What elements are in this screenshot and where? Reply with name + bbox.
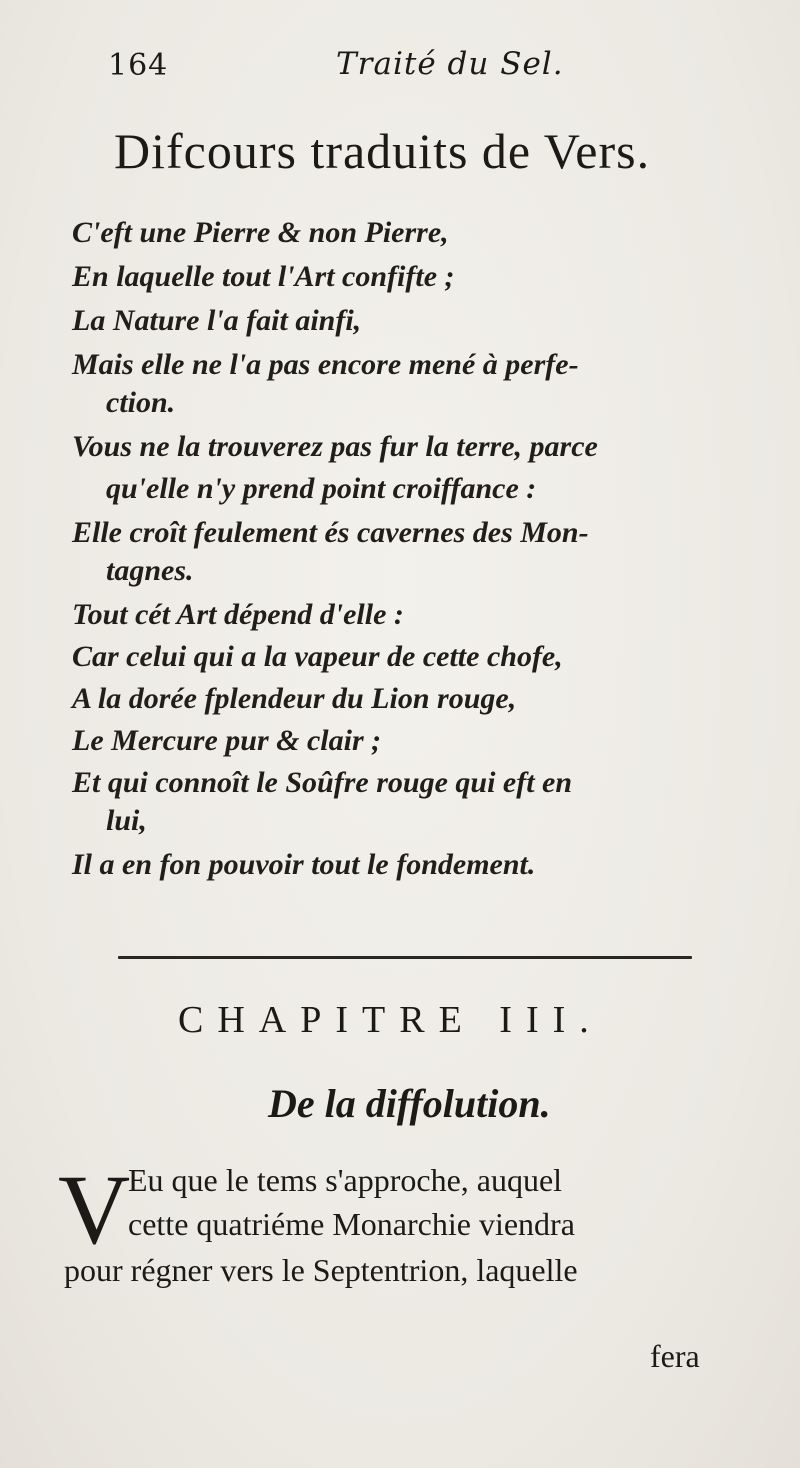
verse-line: Car celui qui a la vapeur de cette chofe, — [72, 640, 563, 673]
verse-line: lui, — [106, 804, 147, 837]
verse-line: C'eft une Pierre & non Pierre, — [72, 216, 449, 249]
verse-line: En laquelle tout l'Art confifte ; — [72, 260, 455, 293]
verse-line: Mais elle ne l'a pas encore mené à perfe- — [72, 348, 579, 381]
body-line: Eu que le tems s'approche, auquel — [128, 1162, 563, 1198]
running-head — [108, 46, 628, 86]
verse-line: Le Mercure pur & clair ; — [72, 724, 382, 757]
verse-line: La Nature l'a fait ainfi, — [72, 304, 362, 337]
body-line: pour régner vers le Septentrion, laquelle — [64, 1252, 578, 1288]
running-title: Traité du Sel. — [336, 46, 564, 82]
verse-line: tagnes. — [106, 554, 194, 587]
verse-line: A la dorée fplendeur du Lion rouge, — [72, 682, 517, 715]
chapter-title: CHAPITRE III. — [178, 999, 603, 1041]
verse-line: qu'elle n'y prend point croiffance : — [106, 472, 537, 505]
verse-line: Elle croît feulement és cavernes des Mon- — [72, 516, 589, 549]
verse-line: Vous ne la trouverez pas fur la terre, parce — [72, 430, 598, 463]
verse-line: Il a en fon pouvoir tout le fondement. — [72, 848, 536, 881]
verse-line: Tout cét Art dépend d'elle : — [72, 598, 404, 631]
section-heading: Difcours traduits de Vers. — [114, 123, 651, 179]
verse-line: Et qui connoît le Soûfre rouge qui eft en — [72, 766, 573, 799]
body-line: cette quatriéme Monarchie viendra — [128, 1206, 575, 1242]
chapter-subtitle: De la diffolution. — [268, 1081, 551, 1126]
catchword: fera — [650, 1338, 700, 1374]
page-number: 164 — [108, 48, 169, 83]
verse-line: ction. — [106, 386, 176, 419]
drop-cap: V — [58, 1154, 131, 1265]
section-divider-rule — [118, 956, 692, 959]
